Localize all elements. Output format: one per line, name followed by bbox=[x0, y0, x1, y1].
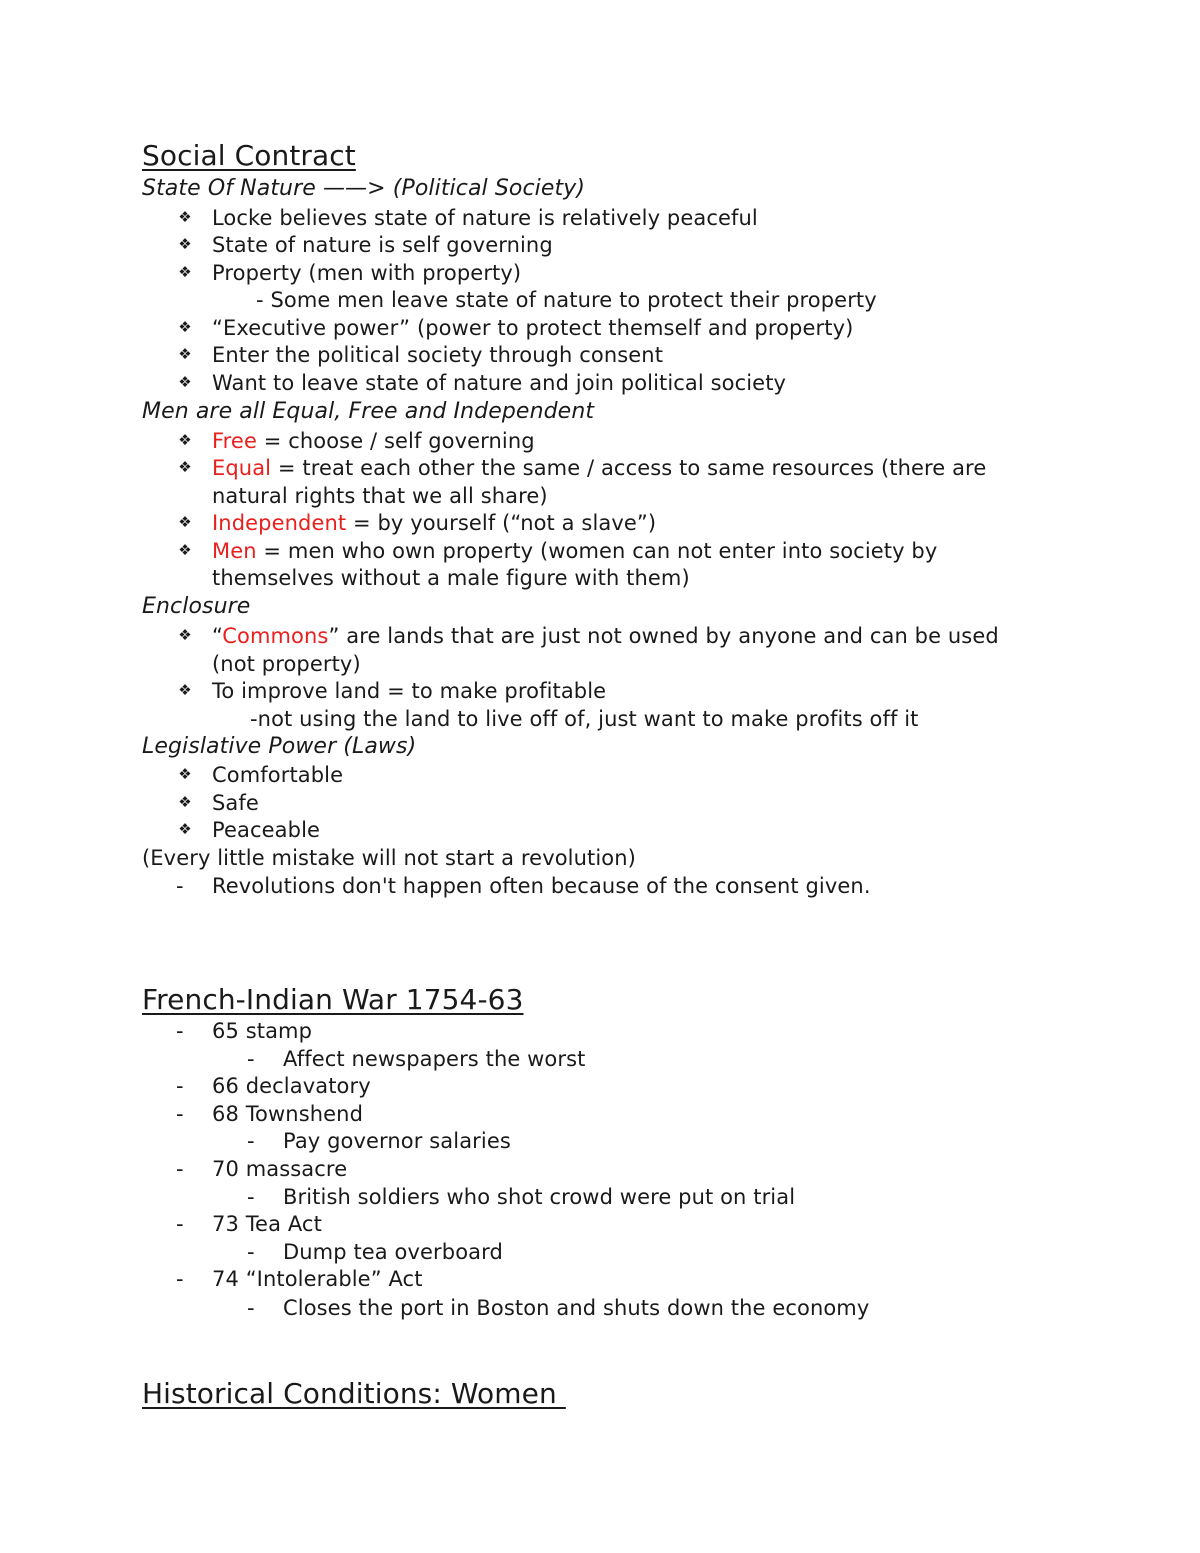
definition-text: = choose / self governing bbox=[256, 429, 535, 453]
bullet-icon: ❖ bbox=[178, 373, 192, 391]
dash-bullet: - bbox=[176, 1019, 184, 1043]
list-item: Locke believes state of nature is relatively peaceful bbox=[212, 206, 758, 230]
definition-continuation: themselves without a male figure with them) bbox=[212, 566, 690, 590]
bullet-icon: ❖ bbox=[178, 820, 192, 838]
definition-term: Equal bbox=[212, 456, 272, 480]
dash-bullet: - bbox=[176, 1074, 184, 1098]
definition-term: Men bbox=[212, 539, 257, 563]
open-quote: “ bbox=[212, 624, 223, 648]
bullet-icon: ❖ bbox=[178, 458, 192, 476]
bullet-icon: ❖ bbox=[178, 626, 192, 644]
list-item: 66 declavatory bbox=[212, 1074, 371, 1098]
definition-text: ” are lands that are just not owned by anyone and can be used bbox=[328, 624, 999, 648]
dash-bullet: - bbox=[176, 1102, 184, 1126]
list-item: State of nature is self governing bbox=[212, 233, 553, 257]
list-subitem: -not using the land to live off of, just want to make profits off it bbox=[250, 707, 919, 731]
dash-bullet: - bbox=[247, 1296, 255, 1320]
dash-bullet: - bbox=[247, 1185, 255, 1209]
bullet-icon: ❖ bbox=[178, 431, 192, 449]
definition-term: Free bbox=[212, 429, 257, 453]
list-subitem: Closes the port in Boston and shuts down the economy bbox=[283, 1296, 870, 1320]
list-item: Peaceable bbox=[212, 818, 321, 842]
bullet-icon: ❖ bbox=[178, 541, 192, 559]
list-item: 73 Tea Act bbox=[212, 1212, 322, 1236]
definition-item bbox=[212, 454, 986, 482]
bullet-icon: ❖ bbox=[178, 681, 192, 699]
definition-term: Independent bbox=[212, 511, 347, 535]
subheading-enclosure: Enclosure bbox=[142, 594, 251, 619]
list-item: Safe bbox=[212, 791, 259, 815]
dash-bullet: - bbox=[176, 1157, 184, 1181]
bullet-icon: ❖ bbox=[178, 235, 192, 253]
dash-bullet: - bbox=[176, 874, 184, 898]
dash-bullet: - bbox=[247, 1240, 255, 1264]
list-item: Comfortable bbox=[212, 763, 344, 787]
list-item: Property (men with property) bbox=[212, 261, 522, 285]
bullet-icon: ❖ bbox=[178, 263, 192, 281]
definition-item bbox=[212, 427, 535, 455]
dash-bullet: - bbox=[176, 1212, 184, 1236]
bullet-icon: ❖ bbox=[178, 345, 192, 363]
list-item: 65 stamp bbox=[212, 1019, 313, 1043]
definition-item bbox=[212, 537, 937, 565]
list-item: 70 massacre bbox=[212, 1157, 348, 1181]
definition-text: = treat each other the same / access to same resources (there are bbox=[271, 456, 987, 480]
commons-item bbox=[212, 622, 999, 650]
section-title-historical-conditions: Historical Conditions: Women bbox=[142, 1377, 566, 1410]
list-subitem: Pay governor salaries bbox=[283, 1129, 511, 1153]
bullet-icon: ❖ bbox=[178, 513, 192, 531]
subheading-state-of-nature: State Of Nature ——> (Political Society) bbox=[142, 176, 586, 201]
list-subitem: - Some men leave state of nature to protect their property bbox=[256, 288, 877, 312]
definition-text: = by yourself (“not a slave”) bbox=[346, 511, 657, 535]
list-item: Enter the political society through consent bbox=[212, 343, 664, 367]
definition-term: Commons bbox=[222, 624, 329, 648]
list-item: To improve land = to make profitable bbox=[212, 679, 607, 703]
bullet-icon: ❖ bbox=[178, 318, 192, 336]
subheading-equal-free: Men are all Equal, Free and Independent bbox=[142, 399, 595, 424]
list-item: “Executive power” (power to protect themself and property) bbox=[212, 316, 854, 340]
list-subitem: British soldiers who shot crowd were put on trial bbox=[283, 1185, 796, 1209]
note-text: (Every little mistake will not start a revolution) bbox=[142, 846, 636, 870]
dash-bullet: - bbox=[176, 1267, 184, 1291]
definition-continuation: natural rights that we all share) bbox=[212, 484, 548, 508]
dash-bullet: - bbox=[247, 1047, 255, 1071]
definition-continuation: (not property) bbox=[212, 652, 361, 676]
list-item: Revolutions don't happen often because of the consent given. bbox=[212, 874, 871, 898]
bullet-icon: ❖ bbox=[178, 208, 192, 226]
subheading-legislative: Legislative Power (Laws) bbox=[142, 734, 417, 759]
list-item: Want to leave state of nature and join political society bbox=[212, 371, 787, 395]
section-title-french-indian-war: French-Indian War 1754-63 bbox=[142, 983, 524, 1016]
bullet-icon: ❖ bbox=[178, 793, 192, 811]
dash-bullet: - bbox=[247, 1129, 255, 1153]
section-title-social-contract: Social Contract bbox=[142, 139, 356, 172]
list-item: 74 “Intolerable” Act bbox=[212, 1267, 423, 1291]
definition-text: = men who own property (women can not enter into society by bbox=[256, 539, 938, 563]
bullet-icon: ❖ bbox=[178, 765, 192, 783]
definition-item bbox=[212, 509, 656, 537]
list-item: 68 Townshend bbox=[212, 1102, 363, 1126]
list-subitem: Affect newspapers the worst bbox=[283, 1047, 586, 1071]
list-subitem: Dump tea overboard bbox=[283, 1240, 503, 1264]
